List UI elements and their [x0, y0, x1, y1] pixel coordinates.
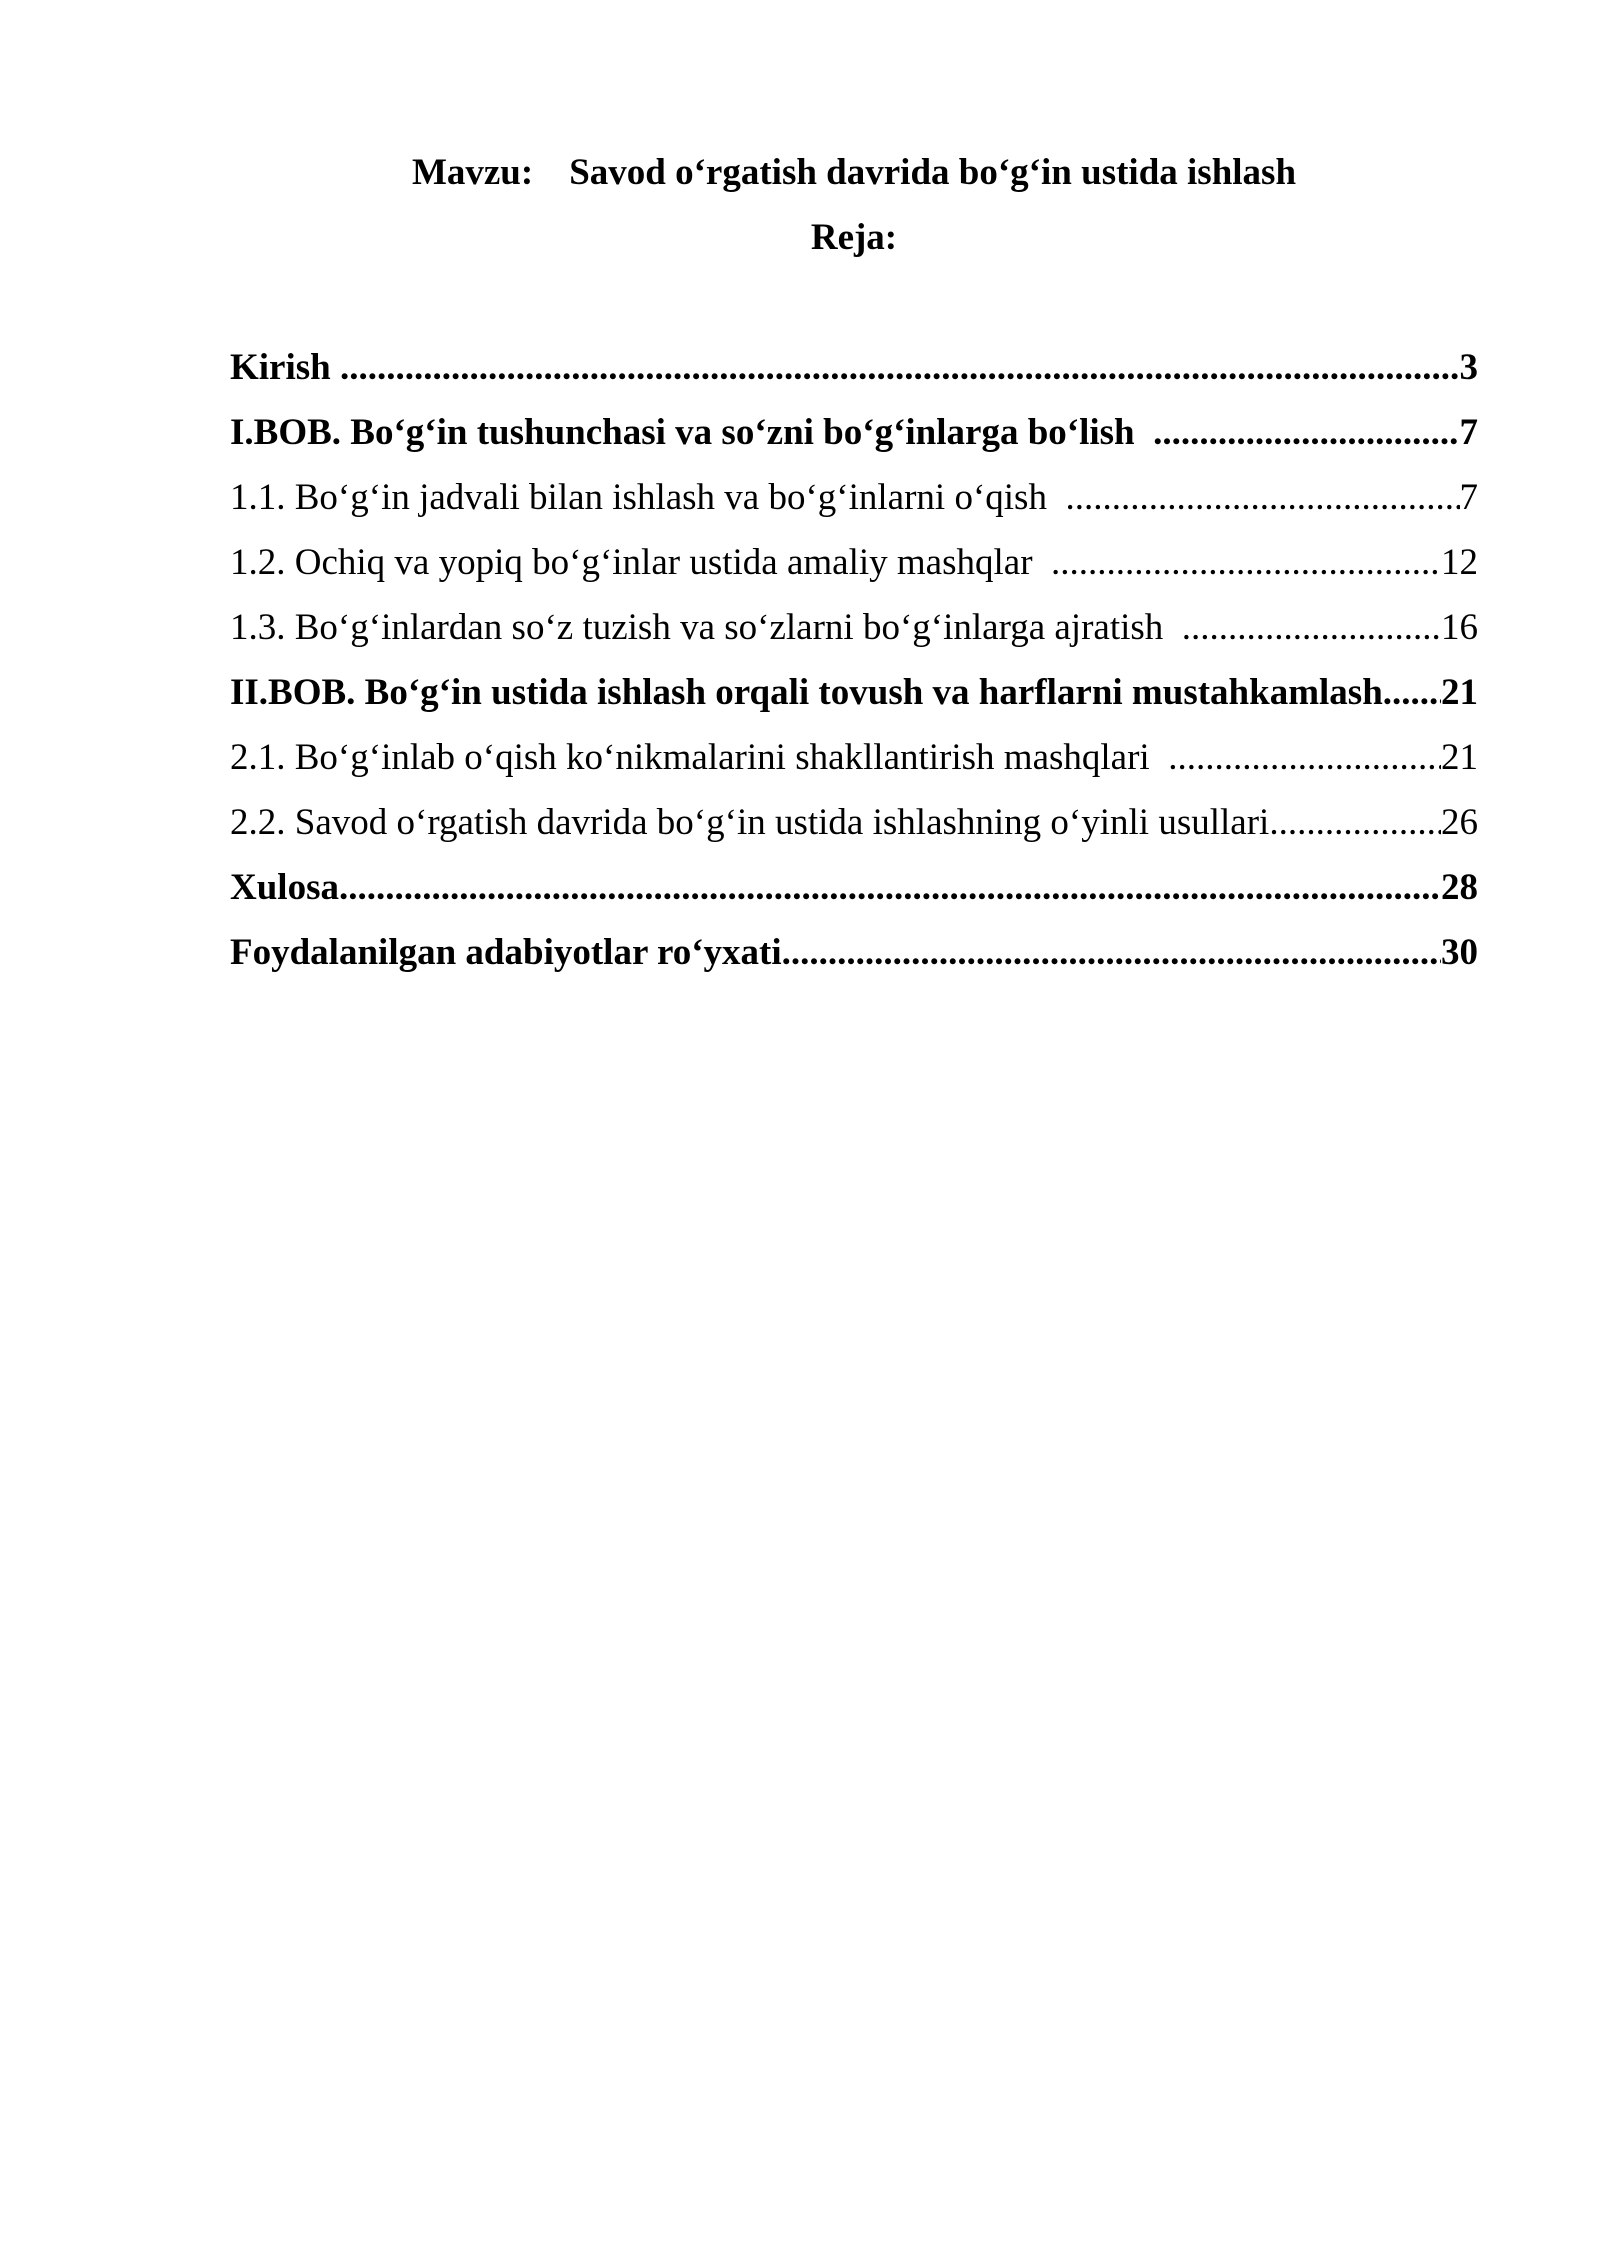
toc-dot-leader	[1269, 790, 1441, 855]
toc-entry-label: 1.1. Bo‘g‘in jadvali bilan ishlash va bo‘g‘inlarni o‘qish	[230, 477, 1066, 518]
toc-entry-page: 12	[1441, 542, 1478, 583]
toc-dot-leader	[1065, 465, 1459, 530]
title-label: Mavzu:	[411, 152, 534, 193]
toc-entry-bibliography	[230, 920, 1478, 985]
toc-entry-page: 3	[1459, 347, 1478, 388]
toc-dot-leader	[782, 920, 1441, 985]
document-title	[230, 140, 1478, 205]
toc-entry-chapter-1	[230, 400, 1478, 465]
toc-entry-section-1-3	[230, 595, 1478, 660]
toc-entry-section-1-1	[230, 465, 1478, 530]
toc-entry-label: II.BOB. Bo‘g‘in ustida ishlash orqali tovush va harflarni mustahkamlash	[230, 672, 1383, 713]
toc-entry-page: 28	[1441, 867, 1478, 908]
toc-dot-leader	[1153, 400, 1459, 465]
toc-entry-label: 1.2. Ochiq va yopiq bo‘g‘inlar ustida amaliy mashqlar	[230, 542, 1052, 583]
toc-dot-leader	[1182, 595, 1441, 660]
toc-entry-page: 26	[1441, 802, 1478, 843]
toc-entry-xulosa	[230, 855, 1478, 920]
toc-entry-kirish	[230, 335, 1478, 400]
toc-entry-section-1-2	[230, 530, 1478, 595]
toc-entry-label: 2.1. Bo‘g‘inlab o‘qish ko‘nikmalarini shakllantirish mashqlari	[230, 737, 1169, 778]
toc-dot-leader	[1168, 725, 1441, 790]
toc-entry-label: Kirish	[230, 347, 340, 388]
toc-dot-leader	[1383, 660, 1441, 725]
toc-entry-label: 1.3. Bo‘g‘inlardan so‘z tuzish va so‘zlarni bo‘g‘inlarga ajratish	[230, 607, 1182, 648]
title-text: Savod o‘rgatish davrida bo‘g‘in ustida ishlash	[569, 152, 1297, 193]
toc-entry-chapter-2	[230, 660, 1478, 725]
toc-entry-page: 21	[1441, 737, 1478, 778]
toc-entry-section-2-2	[230, 790, 1478, 855]
document-subtitle: Reja:	[810, 217, 898, 258]
toc-entry-page: 21	[1441, 672, 1478, 713]
toc-dot-leader	[340, 335, 1460, 400]
table-of-contents	[230, 335, 1478, 985]
toc-entry-section-2-1	[230, 725, 1478, 790]
toc-entry-label: 2.2. Savod o‘rgatish davrida bo‘g‘in ustida ishlashning o‘yinli usullari	[230, 802, 1270, 843]
toc-dot-leader	[1051, 530, 1441, 595]
toc-entry-label: Xulosa	[230, 867, 339, 908]
toc-entry-page: 30	[1441, 932, 1478, 973]
toc-entry-label: I.BOB. Bo‘g‘in tushunchasi va so‘zni bo‘g‘inlarga bo‘lish	[230, 412, 1154, 453]
toc-dot-leader	[339, 855, 1441, 920]
toc-entry-page: 16	[1441, 607, 1478, 648]
toc-entry-label: Foydalanilgan adabiyotlar ro‘yxati	[230, 932, 782, 973]
toc-entry-page: 7	[1459, 477, 1478, 518]
toc-entry-page: 7	[1459, 412, 1478, 453]
